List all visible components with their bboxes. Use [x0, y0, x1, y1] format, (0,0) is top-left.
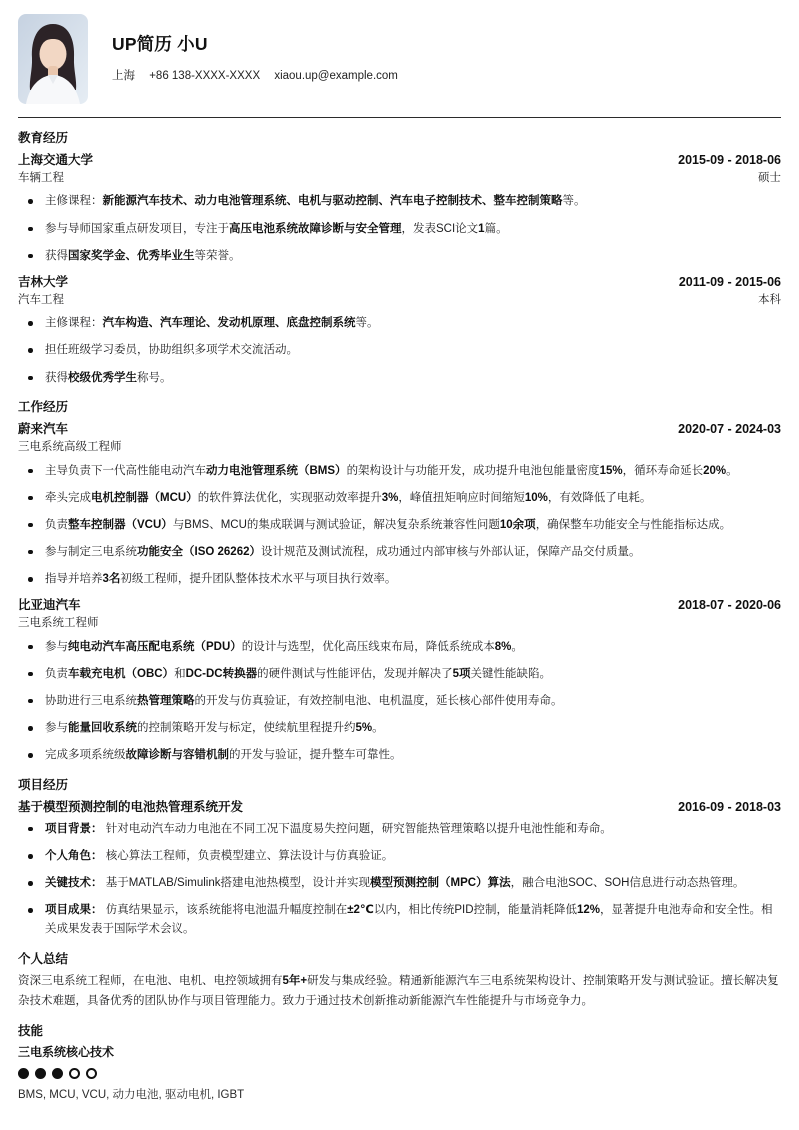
skills-section: [18, 1023, 781, 1102]
bullet-item: 负责车载充电机（OBC）和DC-DC转换器的硬件测试与性能评估，发现并解决了5项关键性能缺陷。: [18, 665, 781, 684]
entry-head: [18, 421, 781, 437]
portrait-illustration: [18, 14, 88, 104]
entry-sub: [18, 170, 781, 187]
education-section: [18, 130, 781, 387]
bullet-item: 牵头完成电机控制器（MCU）的软件算法优化，实现驱动效率提升3%，峰值扭矩响应时间缩短10%，有效降低了电耗。: [18, 489, 781, 508]
entry-head: [18, 274, 781, 290]
school-name: 吉林大学: [18, 274, 69, 289]
degree: 硕士: [758, 172, 781, 185]
skill-tags: BMS, MCU, VCU, 动力电池, 驱动电机, IGBT: [18, 1088, 245, 1101]
bullet-item: 主导负责下一代高性能电动汽车动力电池管理系统（BMS）的架构设计与功能开发，成功提升电池包能量密度15%，循环寿命延长20%。: [18, 462, 781, 481]
bullet-item: 项目成果： 仿真结果显示，该系统能将电池温升幅度控制在±2℃以内，相比传统PID控制，能量消耗降低12%，显著提升电池寿命和安全性。相关成果发表于国际学术会议。: [18, 901, 781, 938]
entry-sub: [18, 292, 781, 309]
project-entry: [18, 799, 781, 939]
entry-head: [18, 597, 781, 613]
work-entry: [18, 597, 781, 765]
bullet-list: [18, 462, 781, 589]
project-section: [18, 777, 781, 939]
bullet-item: 个人角色： 核心算法工程师，负责模型建立、算法设计与仿真验证。: [18, 847, 781, 866]
bullet-item: 参与纯电动汽车高压配电系统（PDU）的设计与选型，优化高压线束布局，降低系统成本8%。: [18, 638, 781, 657]
job-title: 三电系统高级工程师: [18, 441, 122, 454]
rating-dot: [86, 1068, 97, 1079]
header-text: [112, 14, 409, 83]
rating-dot: [18, 1068, 29, 1079]
bullet-item: 参与导师国家重点研发项目，专注于高压电池系统故障诊断与安全管理，发表SCI论文1篇。: [18, 220, 781, 239]
bullet-item: 项目背景： 针对电动汽车动力电池在不同工况下温度易失控问题，研究智能热管理策略以提升电池性能和寿命。: [18, 820, 781, 839]
education-entry: [18, 152, 781, 265]
entry-sub: [18, 439, 781, 456]
work-section-title: 工作经历: [18, 400, 69, 415]
resume-header: [18, 14, 781, 104]
bullet-list: [18, 820, 781, 939]
entry-date: 2016-09 - 2018-03: [678, 799, 781, 814]
skill-group-name: 三电系统核心技术: [18, 1044, 115, 1059]
bullet-list: [18, 638, 781, 765]
work-section: [18, 399, 781, 765]
bullet-item: 主修课程：新能源汽车技术、动力电池管理系统、电机与驱动控制、汽车电子控制技术、整车控制策略等。: [18, 192, 781, 211]
education-section-title: 教育经历: [18, 131, 69, 145]
contact-line: [112, 67, 409, 83]
education-entry: [18, 274, 781, 387]
skills-section-title: 技能: [18, 1024, 44, 1038]
rating-dot: [52, 1068, 63, 1079]
bullet-item: 获得国家奖学金、优秀毕业生等荣誉。: [18, 247, 781, 266]
bullet-list: [18, 192, 781, 265]
contact-email: xiaou.up@example.com: [274, 70, 398, 82]
bullet-item: 主修课程：汽车构造、汽车理论、发动机原理、底盘控制系统等。: [18, 314, 781, 333]
contact-phone: +86 138-XXXX-XXXX: [149, 70, 261, 82]
entry-date: 2020-07 - 2024-03: [678, 422, 781, 436]
header-divider: [18, 117, 781, 118]
entry-sub: [18, 615, 781, 632]
company-name: 比亚迪汽车: [18, 598, 81, 613]
profile-photo: [18, 14, 88, 104]
bullet-item: 协助进行三电系统热管理策略的开发与仿真验证，有效控制电池、电机温度，延长核心部件使用寿命。: [18, 692, 781, 711]
bullet-item: 担任班级学习委员，协助组织多项学术交流活动。: [18, 341, 781, 360]
bullet-item: 指导并培养3名初级工程师，提升团队整体技术水平与项目执行效率。: [18, 570, 781, 589]
major: 汽车工程: [18, 294, 64, 306]
skill-rating: [18, 1068, 781, 1079]
bullet-item: 负责整车控制器（VCU）与BMS、MCU的集成联调与测试验证，解决复杂系统兼容性问题10余项，确保整车功能安全与性能指标达成。: [18, 516, 781, 535]
bullet-item: 获得校级优秀学生称号。: [18, 369, 781, 388]
rating-dot: [69, 1068, 80, 1079]
bullet-list: [18, 314, 781, 387]
entry-date: 2018-07 - 2020-06: [678, 598, 781, 613]
degree: 本科: [758, 294, 781, 306]
summary-text: 资深三电系统工程师，在电池、电机、电控领域拥有5年+研发与集成经验。精通新能源汽车三电系统架构设计、控制策略开发与测试验证。擅长解决复杂技术难题，具备优秀的团队协作与项目管理能力。致力于通过技术创新推动新能源汽车性能提升与市场竞争力。: [18, 975, 779, 1007]
summary-section: [18, 951, 781, 1012]
contact-location: 上海: [112, 70, 135, 82]
job-title: 三电系统工程师: [18, 617, 99, 630]
candidate-name: UP简历 小U: [112, 34, 208, 54]
summary-section-title: 个人总结: [18, 951, 69, 966]
bullet-item: 完成多项系统级故障诊断与容错机制的开发与验证，提升整车可靠性。: [18, 746, 781, 765]
skill-group: [18, 1044, 781, 1102]
major: 车辆工程: [18, 172, 64, 185]
rating-dot: [35, 1068, 46, 1079]
company-name: 蔚来汽车: [18, 422, 69, 436]
entry-date: 2015-09 - 2018-06: [678, 152, 781, 167]
bullet-item: 参与制定三电系统功能安全（ISO 26262）设计规范及测试流程，成功通过内部审核与外部认证，保障产品交付质量。: [18, 543, 781, 562]
project-name: 基于模型预测控制的电池热管理系统开发: [18, 799, 244, 814]
project-section-title: 项目经历: [18, 777, 69, 792]
school-name: 上海交通大学: [18, 152, 94, 167]
entry-head: [18, 799, 781, 815]
bullet-item: 参与能量回收系统的控制策略开发与标定，使续航里程提升约5%。: [18, 719, 781, 738]
bullet-item: 关键技术： 基于MATLAB/Simulink搭建电池热模型，设计并实现模型预测控制（MPC）算法，融合电池SOC、SOH信息进行动态热管理。: [18, 874, 781, 893]
work-entry: [18, 421, 781, 589]
entry-head: [18, 152, 781, 168]
entry-date: 2011-09 - 2015-06: [678, 274, 781, 289]
